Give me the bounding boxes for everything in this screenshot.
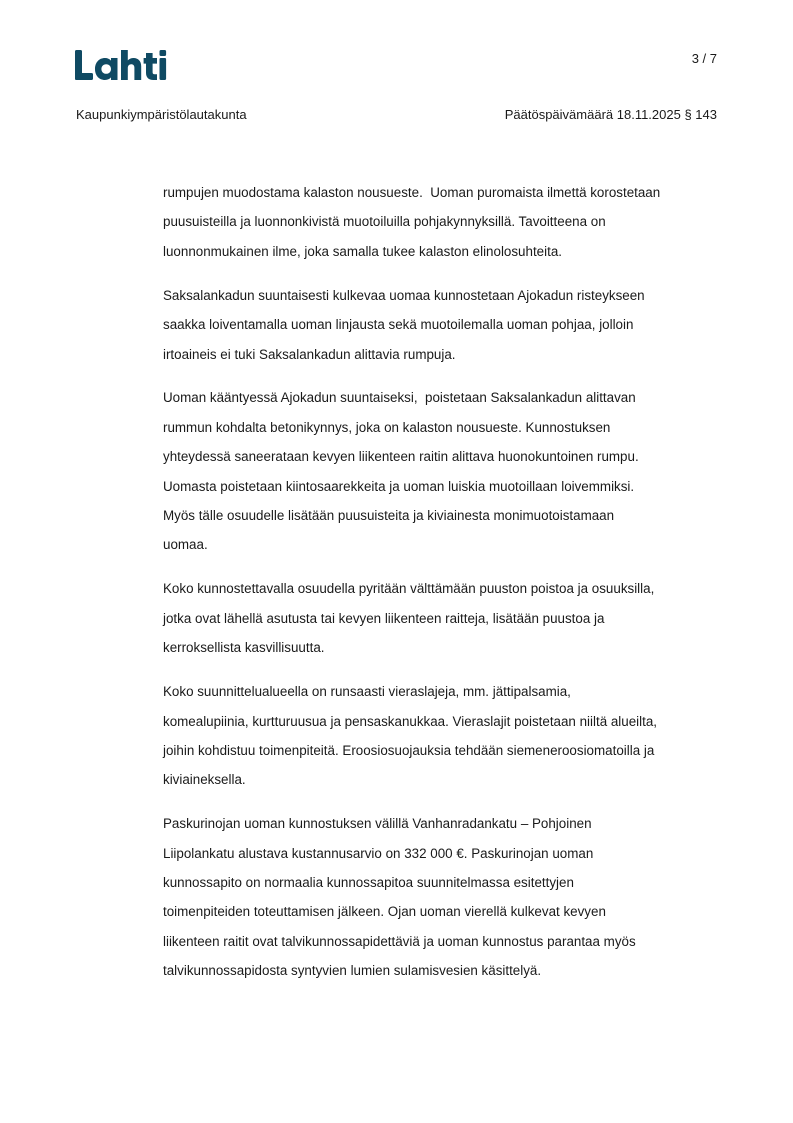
body-paragraph: Koko kunnostettavalla osuudella pyritään välttämään puuston poistoa ja osuuksilla, jotka ovat lähellä asutusta tai kevyen liikenteen raitteja, lisätään puustoa ja kerroksellista kasvillisuutta.: [163, 581, 655, 656]
lahti-logo-icon: [75, 44, 167, 84]
document-header: [76, 107, 717, 122]
board-name: Kaupunkiympäristölautakunta: [76, 107, 247, 122]
body-paragraph: Saksalankadun suuntaisesti kulkevaa uomaa kunnostetaan Ajokadun risteykseen saakka loiventamalla uoman linjausta sekä muotoilemalla uoman pohjaa, jolloin irtoaineis ei tuki Saksalankadun alittavia rumpuja.: [163, 287, 645, 362]
lahti-logo: [75, 44, 167, 84]
page-number: 3 / 7: [691, 51, 717, 66]
body-paragraph: Koko suunnittelualueella on runsaasti vieraslajeja, mm. jättipalsamia, komealupiinia, kurtturuusua ja pensaskanukkaa. Vieraslajit poistetaan niiltä alueilta, joihin kohdistuu toimenpiteitä. Eroosiosuojauksia tehdään siemeneroosiomatoilla ja kiviaineksella.: [163, 684, 658, 788]
decision-date: Päätöspäivämäärä 18.11.2025 § 143: [504, 107, 717, 122]
body-paragraph: Uoman kääntyessä Ajokadun suuntaiseksi, poistetaan Saksalankadun alittavan rummun kohdalta betonikynnys, joka on kalaston nousueste. Kunnostuksen yhteydessä saneerataan kevyen liikenteen raitin alittava huonokuntoinen rumpu. Uomasta poistetaan kiintosaarekkeita ja uoman luiskia muotoillaan loivemmiksi. Myös tälle osuudelle lisätään puusuisteita ja kiviainesta monimuotoistamaan uomaa.: [163, 390, 639, 553]
body-paragraph: Paskurinojan uoman kunnostuksen välillä Vanhanradankatu – Pohjoinen Liipolankatu alustava kustannusarvio on 332 000 €. Paskurinojan uoman kunnossapito on normaalia kunnossapitoa suunnitelmassa esitettyjen toimenpiteiden toteuttamisen jälkeen. Ojan uoman vierellä kulkevat kevyen liikenteen raitit ovat talvikunnossapidettäviä ja uoman kunnostus parantaa myös talvikunnossapidosta syntyvien lumien sulamisvesien käsittelyä.: [163, 816, 636, 979]
document-body: [163, 178, 723, 1000]
body-paragraph: rumpujen muodostama kalaston nousueste. Uoman puromaista ilmettä korostetaan puusuisteilla ja luonnonkivistä muotoiluilla pohjakynnyksillä. Tavoitteena on luonnonmukainen ilme, joka samalla tukee kalaston elinolosuhteita.: [163, 185, 661, 259]
